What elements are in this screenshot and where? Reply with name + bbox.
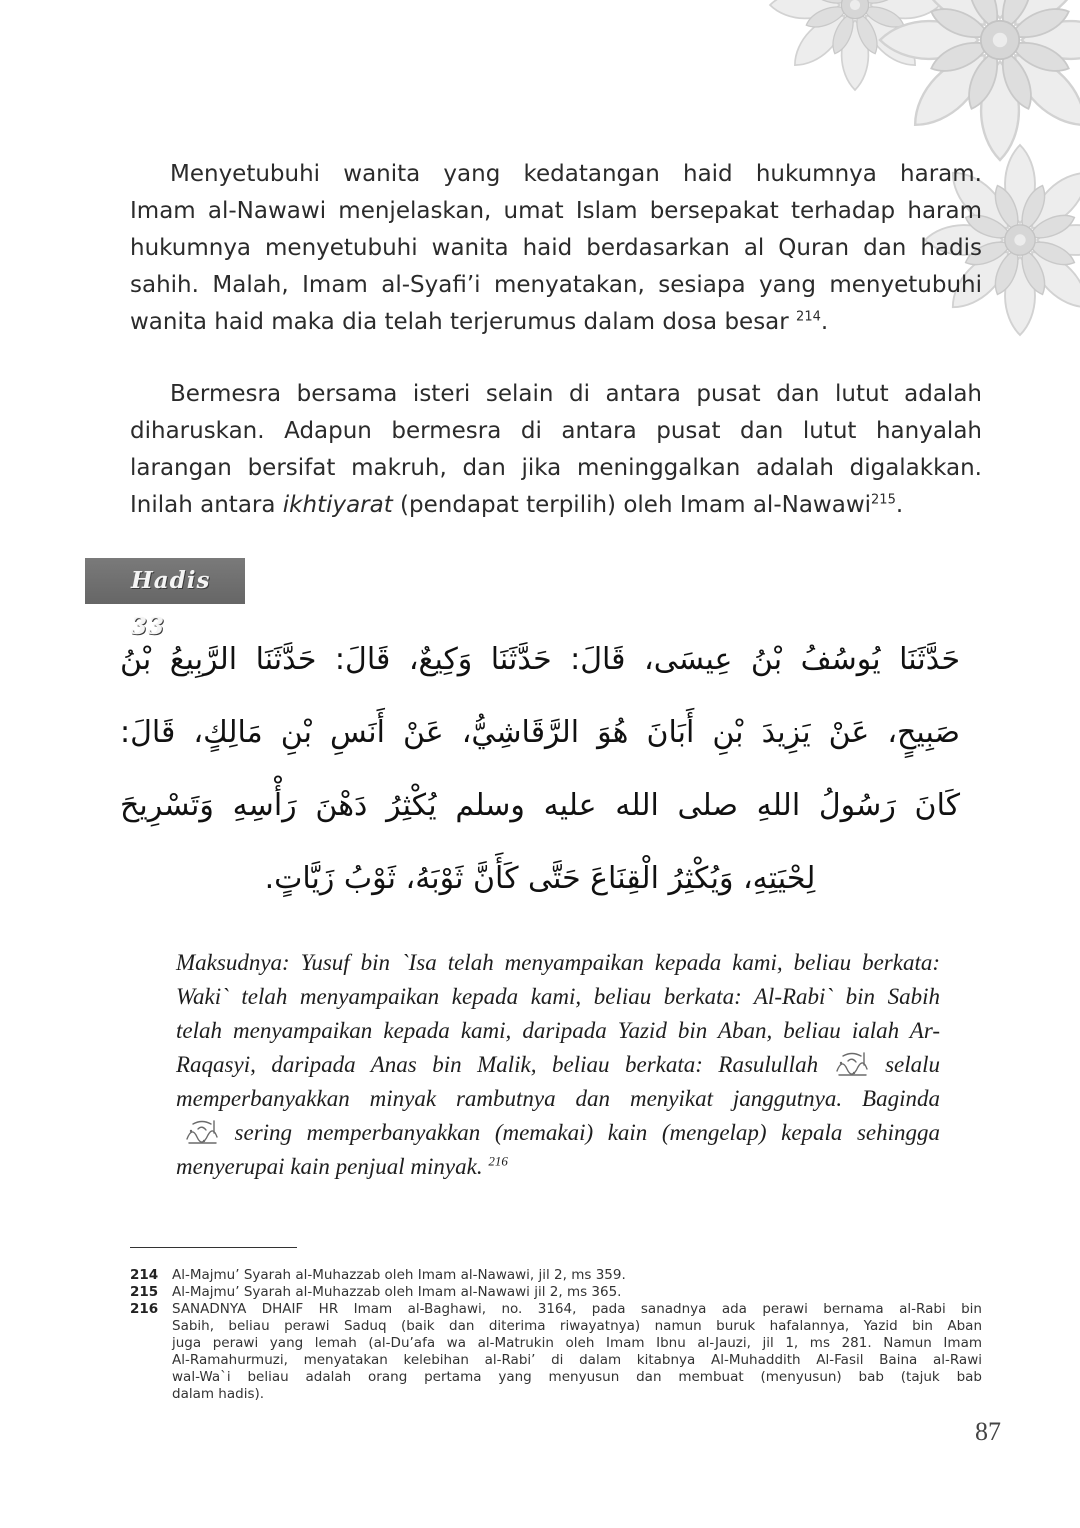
footnote-number: 215 (130, 1284, 159, 1300)
paragraph-line: Inilah antara ikhtiyarat (pendapat terpilih) oleh Imam al-Nawawi$^{215}$. (130, 492, 904, 518)
footnote (130, 1284, 982, 1301)
salawat-icon (184, 1117, 220, 1147)
footnote (130, 1267, 982, 1284)
translation-line: telah menyampaikan kepada kami, daripada Yazid bin Aban, beliau ialah Ar- (176, 1018, 940, 1043)
paragraph-1 (130, 156, 982, 341)
footnote-line: SANADNYA DHAIF HR Imam al-Baghawi, no. 3164, pada sanadnya ada perawi bernama al-Rabi bin (172, 1301, 982, 1317)
rosette (880, 0, 1080, 160)
footnote-line: dalam hadis). (172, 1386, 265, 1402)
footnote (130, 1301, 982, 1403)
translation-line: Maksudnya: Yusuf bin `Isa telah menyampaikan kepada kami, beliau berkata: (176, 950, 940, 975)
arabic-line: حَدَّثَنَا يُوسُفُ بْنُ عِيسَى، قَالَ: حَدَّثَنَا وَكِيعٌ، قَالَ: حَدَّثَنَا الرَّبِيعُ بْنُ (120, 642, 960, 677)
footnote-line: juga perawi yang lemah (al-Du’afa wa al-Matrukin oleh Imam Ibnu al-Jauzi, jil 1, ms 281. Namun Imam (172, 1335, 982, 1351)
salawat-icon (834, 1049, 870, 1079)
footnote-text: Al-Majmu’ Syarah al-Muhazzab oleh Imam al-Nawawi, jil 2, ms 359. (172, 1267, 626, 1283)
arabic-line: صَبِيحٍ، عَنْ يَزِيدَ بْنِ أَبَانَ هُوَ الرَّقَاشِيُّ، عَنْ أَنَسِ بْنِ مَالِكٍ، قَالَ: (120, 715, 960, 750)
paragraph-line: hukumnya menyetubuhi wanita haid berdasarkan al Quran dan hadis (130, 235, 982, 261)
paragraph-line: Imam al-Nawawi menjelaskan, umat Islam bersepakat terhadap haram (130, 198, 982, 224)
footnotes (130, 1267, 982, 1403)
footnote-line: Sabih, beliau perawi Saduq (baik dan diterima riwayatnya) namun buruk hafalannya, Yazid bin Aban (172, 1318, 982, 1334)
footnote-divider (130, 1247, 297, 1248)
paragraph-line: Bermesra bersama isteri selain di antara pusat dan lutut adalah (170, 381, 982, 407)
translation-line: Waki` telah menyampaikan kepada kami, beliau berkata: Al-Rabi` bin Sabih (176, 984, 940, 1009)
translation-line: sering memperbanyakkan (memakai) kain (mengelap) kepala sehingga (176, 1116, 940, 1150)
italic-term: ikhtiyarat (282, 492, 393, 518)
translation-line: menyerupai kain penjual minyak. $^{216}$ (176, 1153, 508, 1179)
translation (176, 946, 940, 1184)
arabic-line: كَانَ رَسُولُ اللهِ صلى الله عليه وسلم يُكْثِرُ دَهْنَ رَأْسِهِ وَتَسْرِيحَ (120, 788, 960, 823)
footnote-ref: 214 (796, 309, 821, 325)
footnote-number: 216 (130, 1301, 159, 1317)
translation-line: memperbanyakkan minyak rambutnya dan menyikat janggutnya. Baginda (176, 1086, 940, 1111)
footnote-line: Al-Ramahurmuzi, menyatakan kelebihan al-Rabi’ di dalam kitabnya Al-Muhaddith Al-Fasil Baina al-Rawi (172, 1352, 982, 1368)
page-number: 87 (975, 1417, 1001, 1446)
paragraph-line: larangan bersifat makruh, dan jika meninggalkan adalah digalakkan. (130, 455, 982, 481)
footnote-line: wal-Wa`i beliau adalah orang pertama yang menyusun dan membuat (menyusun) bab (tajuk bab (172, 1369, 982, 1385)
arabic-text (120, 623, 960, 915)
paragraph-line: sahih. Malah, Imam al-Syafi’i menyatakan, sesiapa yang menyetubuhi (130, 272, 982, 298)
translation-line: Raqasyi, daripada Anas bin Malik, beliau berkata: Rasulullah selalu (176, 1048, 940, 1082)
footnote-ref: 215 (871, 492, 896, 508)
paragraph-2 (130, 376, 982, 524)
footnote-number: 214 (130, 1267, 159, 1283)
paragraph-line: diharuskan. Adapun bermesra di antara pusat dan lutut hanyalah (130, 418, 982, 444)
arabic-line: لِحْيَتِهِ، وَيُكْثِرُ الْقِنَاعَ حَتَّى كَأَنَّ ثَوْبَهُ، ثَوْبُ زَيَّاتٍ. (264, 861, 816, 896)
paragraph-line: wanita haid maka dia telah terjerumus dalam dosa besar $^{214}$. (130, 309, 829, 335)
footnote-text: Al-Majmu’ Syarah al-Muhazzab oleh Imam al-Nawawi jil 2, ms 365. (172, 1284, 622, 1300)
hadis-heading: Hadis 33 (85, 558, 245, 604)
paragraph-line: Menyetubuhi wanita yang kedatangan haid hukumnya haram. (170, 161, 982, 187)
footnote-ref: 216 (488, 1153, 508, 1169)
